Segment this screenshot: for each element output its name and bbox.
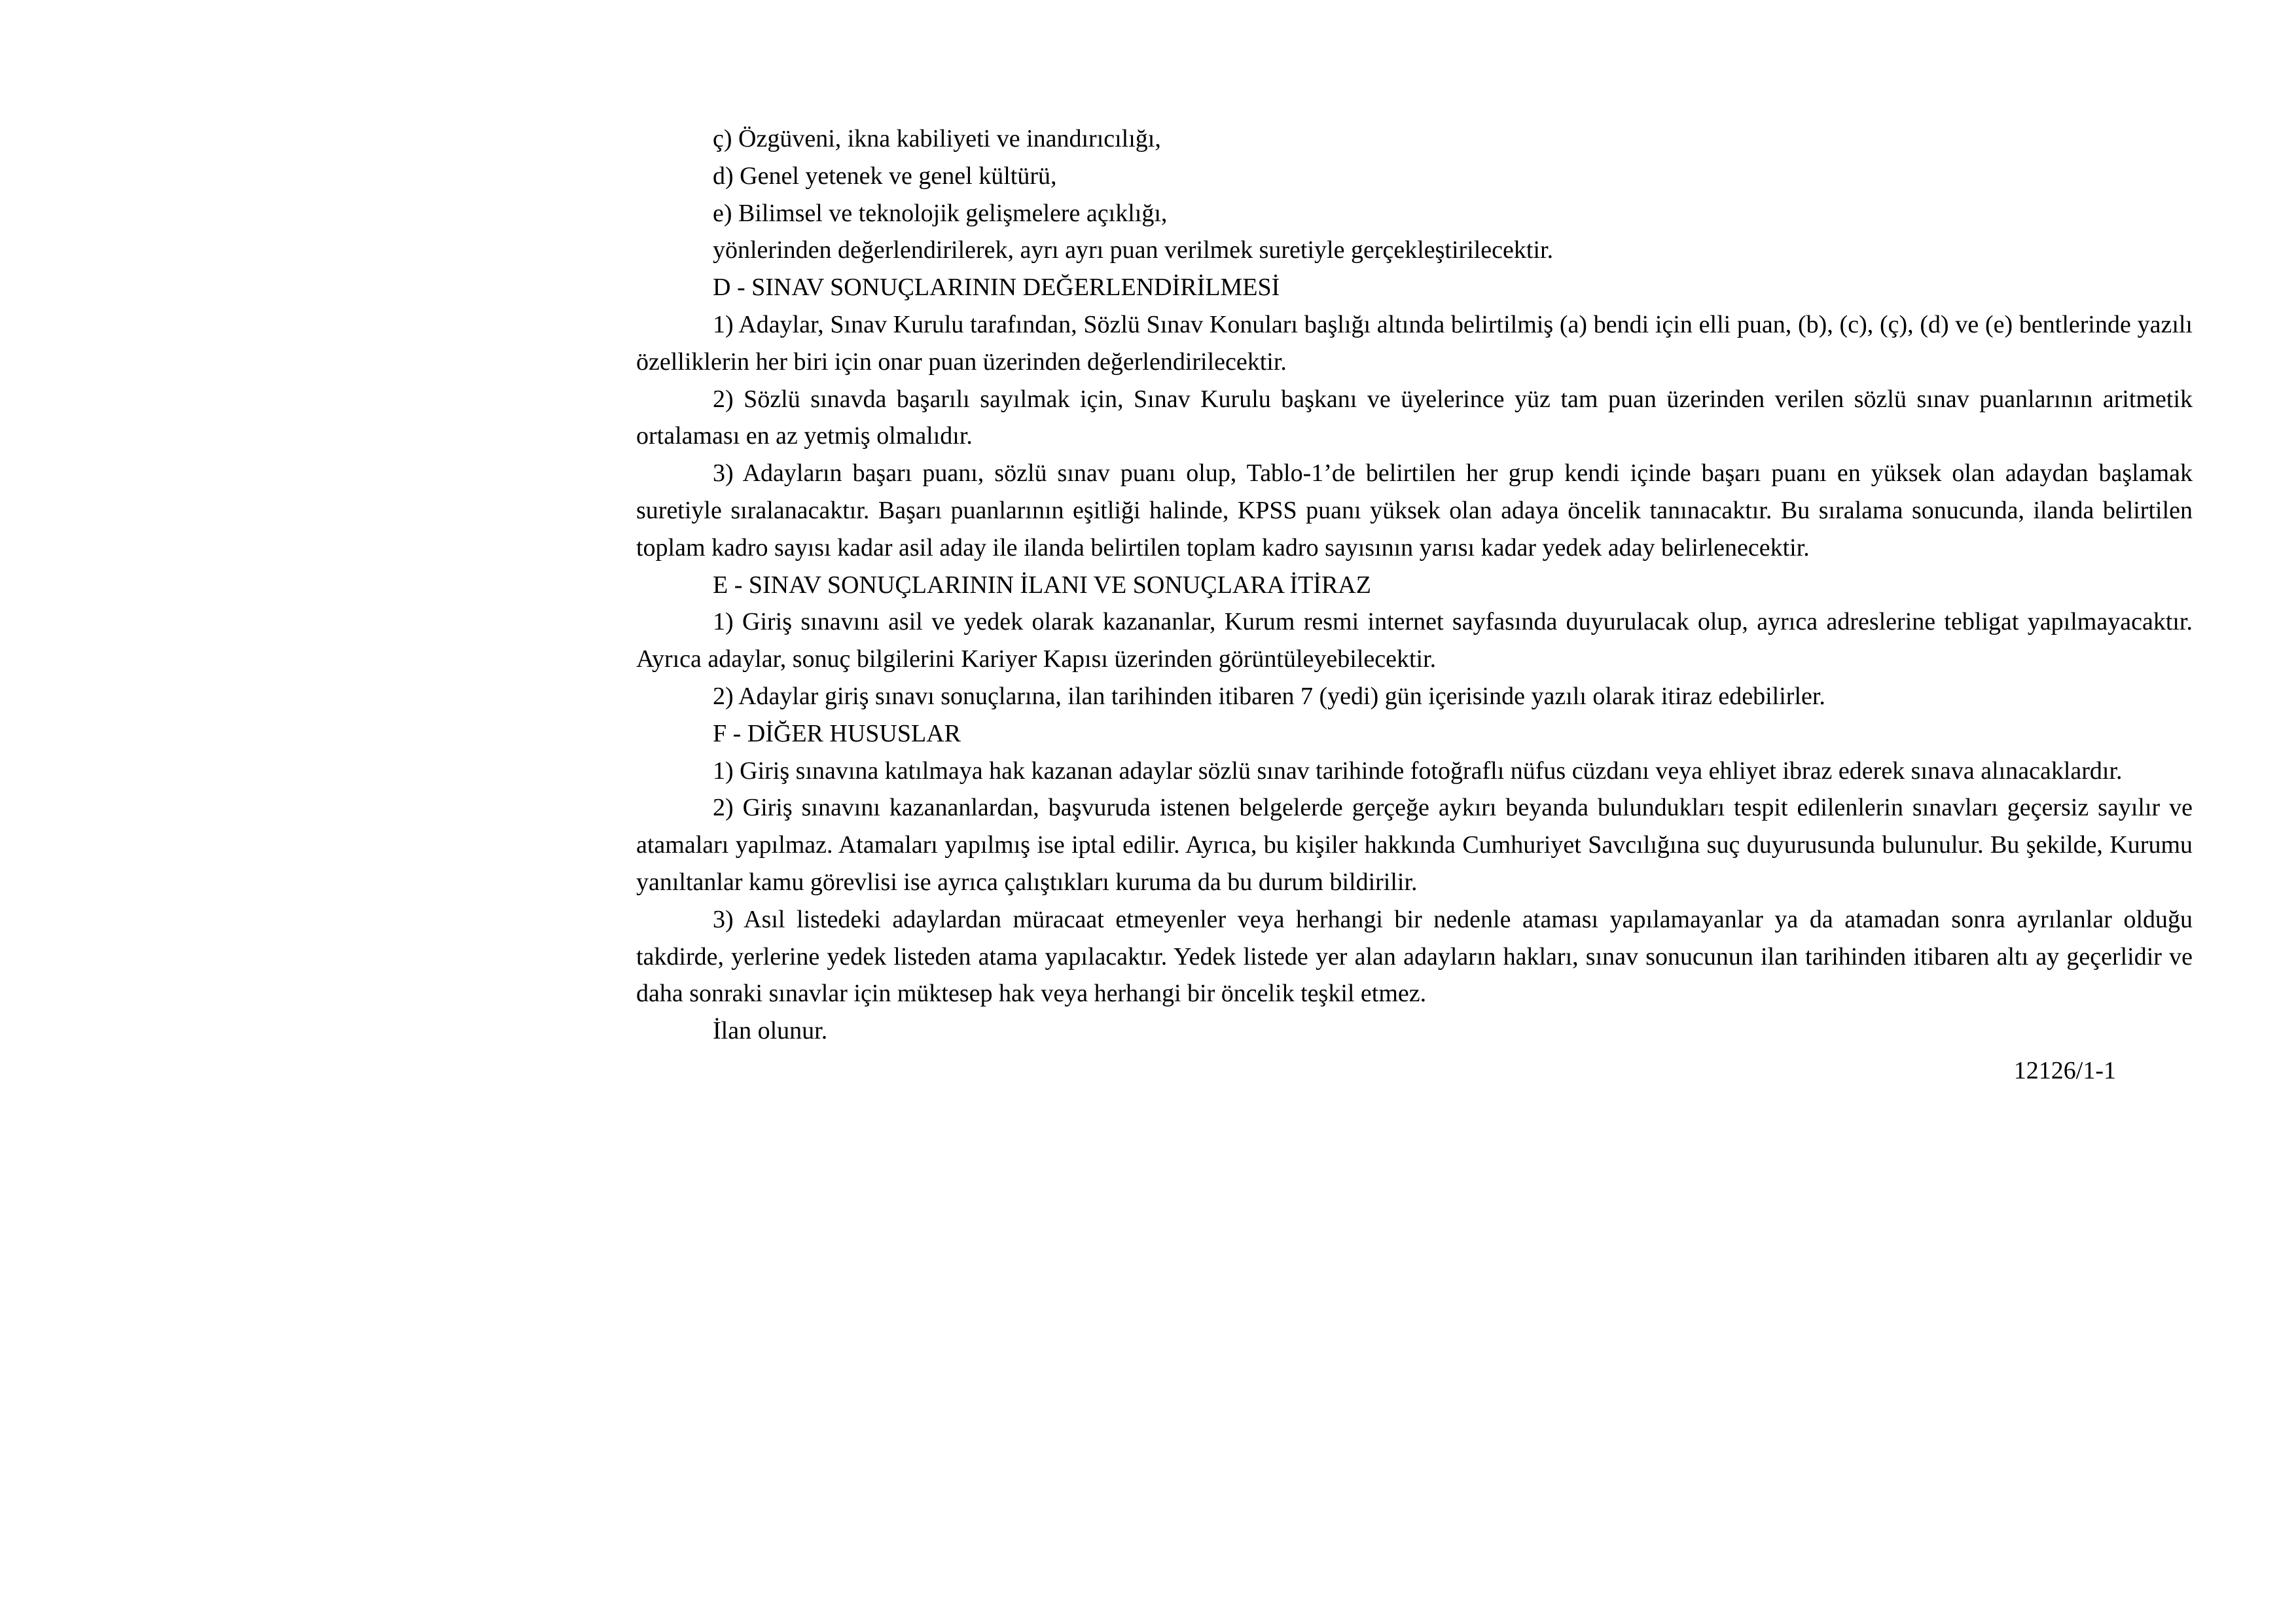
section-e-paragraph-2: 2) Adaylar giriş sınavı sonuçlarına, ilan tarihinden itibaren 7 (yedi) gün içerisinde yazılı olarak itiraz edebilirler. xyxy=(713,682,1825,710)
closing-statement: İlan olunur. xyxy=(713,1017,828,1045)
section-d-heading: D - SINAV SONUÇLARININ DEĞERLENDİRİLMESİ xyxy=(713,274,1280,302)
section-f-paragraph-1: 1) Giriş sınavına katılmaya hak kazanan adaylar sözlü sınav tarihinde fotoğraflı nüfus cüzdanı veya ehliyet ibraz ederek sınava alınacaklardır. xyxy=(713,757,2123,785)
section-d-paragraph-2: 2) Sözlü sınavda başarılı sayılmak için, Sınav Kurulu başkanı ve üyelerince yüz tam puan üzerinden verilen sözlü sınav puanlarının aritmetik ortalaması en az yetmiş olmalıdır. xyxy=(636,385,2193,450)
section-e-paragraph-1: 1) Giriş sınavını asil ve yedek olarak kazananlar, Kurum resmi internet sayfasında duyurulacak olup, ayrıca adreslerine tebligat yapılmayacaktır. Ayrıca adaylar, sonuç bilgilerini Kariyer Kapısı üzerinden görüntüleyebilecektir. xyxy=(636,608,2193,673)
section-f-paragraph-2: 2) Giriş sınavını kazananlardan, başvuruda istenen belgelerde gerçeğe aykırı beyanda bulundukları tespit edilenlerin sınavları geçersiz sayılır ve atamaları yapılmaz. Atamaları yapılmış ise iptal edilir. Ayrıca, bu kişiler hakkında Cumhuriyet Savcılığına suç duyurusunda bulunulur. Bu şekilde, Kurumu yanıltanlar kamu görevlisi ise ayrıca çalıştıkları kuruma da bu durum bildirilir. xyxy=(636,794,2193,896)
criterion-e: e) Bilimsel ve teknolojik gelişmelere açıklığı, xyxy=(713,199,1168,227)
section-f-heading: F - DİĞER HUSUSLAR xyxy=(713,719,961,747)
reference-number: 12126/1-1 xyxy=(2013,1056,2116,1084)
section-e-heading: E - SINAV SONUÇLARININ İLANI VE SONUÇLARA İTİRAZ xyxy=(713,571,1371,599)
section-f-paragraph-3: 3) Asıl listedeki adaylardan müracaat etmeyenler veya herhangi bir nedenle ataması yapılamayanlar ya da atamadan sonra ayrılanlar olduğu takdirde, yerlerine yedek listeden atama yapılacaktır. Yedek listede yer alan adayların hakları, sınav sonucunun ilan tarihinden itibaren altı ay geçerlidir ve daha sonraki sınavlar için müktesep hak veya herhangi bir öncelik teşkil etmez. xyxy=(636,905,2193,1008)
document-body xyxy=(636,120,2193,1090)
section-d-paragraph-3: 3) Adayların başarı puanı, sözlü sınav puanı olup, Tablo-1’de belirtilen her grup kendi içinde başarı puanı en yüksek olan adaydan başlamak suretiyle sıralanacaktır. Başarı puanlarının eşitliği halinde, KPSS puanı yüksek olan adaya öncelik tanınacaktır. Bu sıralama sonucunda, ilanda belirtilen toplam kadro sayısı kadar asil aday ile ilanda belirtilen toplam kadro sayısının yarısı kadar yedek aday belirlenecektir. xyxy=(636,459,2193,562)
criteria-conclusion: yönlerinden değerlendirilerek, ayrı ayrı puan verilmek suretiyle gerçekleştirilecektir. xyxy=(713,236,1554,264)
criterion-c-cedilla: ç) Özgüveni, ikna kabiliyeti ve inandırıcılığı, xyxy=(713,125,1161,152)
criterion-d: d) Genel yetenek ve genel kültürü, xyxy=(713,162,1057,190)
section-d-paragraph-1: 1) Adaylar, Sınav Kurulu tarafından, Sözlü Sınav Konuları başlığı altında belirtilmiş (a) bendi için elli puan, (b), (c), (ç), (d) ve (e) bentlerinde yazılı özelliklerin her biri için onar puan üzerinden değerlendirilecektir. xyxy=(636,310,2193,376)
